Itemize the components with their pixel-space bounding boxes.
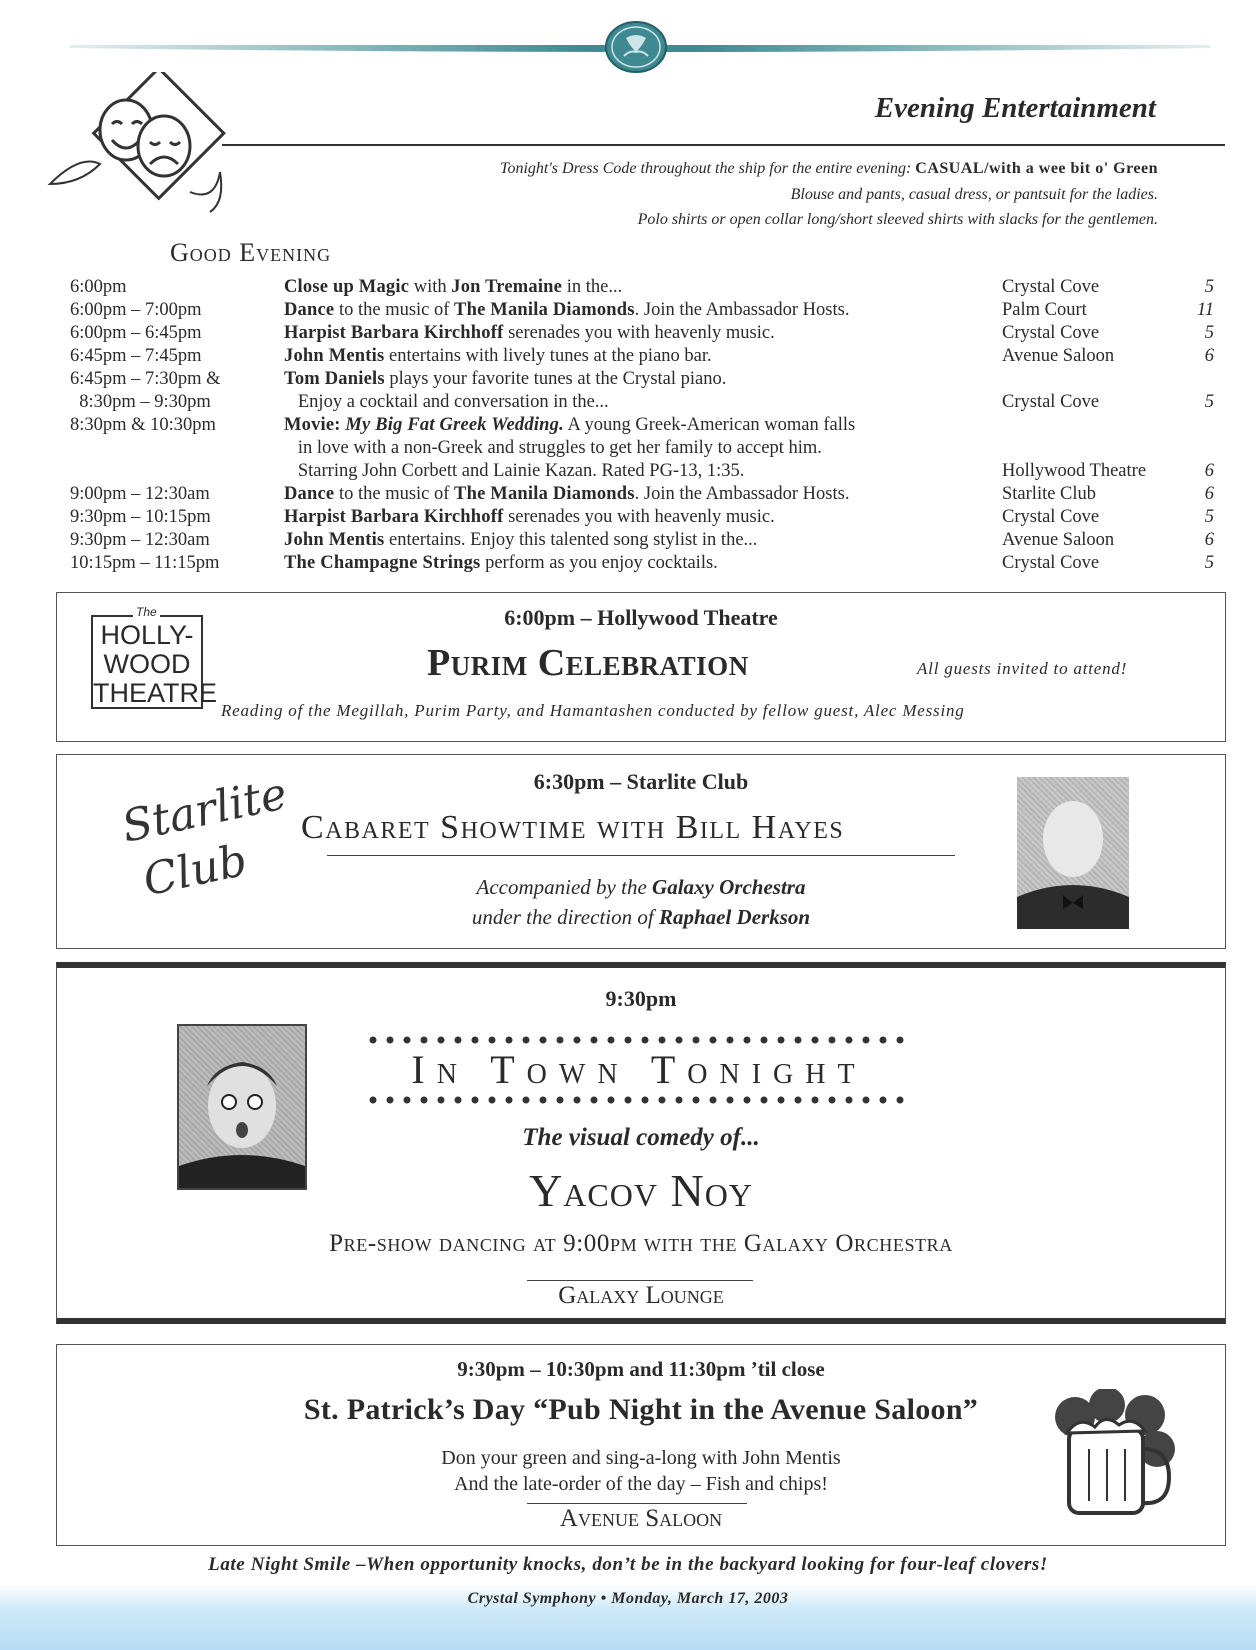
schedule-deck: 11 [1196,300,1214,320]
schedule-deck: 5 [1204,323,1214,343]
schedule-description [284,552,718,575]
pub-night-box [56,1344,1226,1546]
schedule-text: entertains. Enjoy this talented song stylist in the... [384,530,758,550]
schedule-time: 9:30pm – 12:30am [70,530,210,550]
schedule-row [70,552,1220,575]
schedule-highlight: Harpist Barbara Kirchhoff [284,323,504,343]
schedule-time: 9:30pm – 10:15pm [70,507,211,527]
schedule-highlight: John Mentis [284,530,385,550]
schedule-time: 6:00pm [70,277,127,297]
schedule-row [70,391,1220,414]
schedule-text: to the music of [334,300,455,320]
dress-code-value: CASUAL/with a wee bit o' Green [915,160,1158,177]
schedule-deck: 6 [1204,484,1214,504]
intown-venue: Galaxy Lounge [558,1282,724,1309]
schedule-time: 9:00pm – 12:30am [70,484,210,504]
schedule-text: perform as you enjoy cocktails. [480,553,718,573]
schedule-venue: Crystal Cove [1002,392,1100,412]
title-divider [222,144,1225,146]
hollywood-logo-line: THEATRE [93,678,218,708]
hollywood-logo-small: The [133,605,160,619]
schedule-highlight: The Champagne Strings [284,553,481,573]
schedule-venue: Crystal Cove [1002,553,1100,573]
purim-note: All guests invited to attend! [917,659,1128,678]
schedule-text: in love with a non-Greek and struggles to get her family to accept him. [284,438,822,458]
beer-mug-clover-icon [1045,1389,1185,1519]
pub-time: 9:30pm – 10:30pm and 11:30pm ’til close [457,1357,825,1381]
schedule-time: 6:00pm – 7:00pm [70,300,202,320]
schedule-venue: Avenue Saloon [1002,530,1115,550]
schedule-highlight: Harpist Barbara Kirchhoff [284,507,504,527]
dress-gentlemen: Polo shirts or open collar long/short sleeved shirts with slacks for the gentlemen. [637,211,1158,228]
schedule-text: entertains with lively tunes at the piano bar. [384,346,712,366]
schedule-deck: 6 [1204,530,1214,550]
schedule-description [284,437,822,460]
cabaret-time-venue: 6:30pm – Starlite Club [533,769,749,794]
dress-code-line [500,160,1158,178]
schedule-row [70,506,1220,529]
greeting-heading: Good Evening [170,238,332,267]
schedule-text: to the music of [334,484,455,504]
pub-line2: And the late-order of the day – Fish and chips! [454,1473,828,1495]
schedule-highlight: John Mentis [284,346,385,366]
schedule-text: Starring John Corbett and Lainie Kazan. Rated PG-13, 1:35. [284,461,745,481]
intown-time: 9:30pm [605,986,677,1011]
schedule-highlight: Tom Daniels [284,369,385,389]
schedule-deck: 5 [1204,553,1214,573]
schedule-description [284,483,849,506]
saloon-divider [527,1503,747,1504]
hollywood-logo-line: HOLLY- [100,620,194,650]
cabaret-director: Raphael Derkson [658,905,811,929]
cabaret-divider [327,855,955,856]
schedule-text: plays your favorite tunes at the Crystal piano. [384,369,727,389]
schedule-row [70,414,1220,437]
theatre-masks-icon [40,72,240,220]
schedule-description [284,368,726,391]
schedule-venue: Palm Court [1002,300,1087,320]
schedule-text: serenades you with heavenly music. [503,323,775,343]
schedule-deck: 6 [1204,346,1214,366]
schedule-deck: 5 [1204,507,1214,527]
schedule-row [70,368,1220,391]
schedule-description [284,345,712,368]
schedule-time: 6:45pm – 7:45pm [70,346,202,366]
schedule-description [284,276,622,299]
schedule-highlight: Close up Magic [284,277,410,297]
schedule-description [284,299,849,322]
schedule-venue: Crystal Cove [1002,507,1100,527]
schedule-time: 10:15pm – 11:15pm [70,553,220,573]
intown-subtitle: The visual comedy of... [522,1124,760,1151]
crest-emblem-icon [604,20,668,74]
schedule-text: Enjoy a cocktail and conversation in the... [284,392,609,412]
schedule-list [70,276,1220,575]
schedule-venue: Avenue Saloon [1002,346,1115,366]
intown-title: In Town Tonight [411,1047,867,1092]
dress-ladies: Blouse and pants, casual dress, or pantsuit for the ladies. [790,186,1158,203]
pub-venue: Avenue Saloon [559,1505,723,1532]
galaxy-divider [527,1280,753,1281]
schedule-time: 8:30pm – 9:30pm [70,392,211,412]
pub-line1: Don your green and sing-a-long with John Mentis [441,1447,841,1469]
schedule-text: serenades you with heavenly music. [503,507,775,527]
portrait-icon [1017,777,1129,929]
schedule-description [284,391,609,414]
cabaret-line2-text: under the direction of [471,905,659,929]
schedule-row [70,460,1220,483]
schedule-time: 8:30pm & 10:30pm [70,415,216,435]
schedule-row [70,437,1220,460]
schedule-highlight: Dance [284,484,335,504]
schedule-venue: Starlite Club [1002,484,1097,504]
schedule-text-rest: . Join the Ambassador Hosts. [634,300,850,320]
schedule-highlight: Dance [284,300,335,320]
starlite-logo-line1: Starlite [117,768,292,853]
intown-performer: Yacov Noy [529,1165,753,1216]
late-night-smile: Late Night Smile –When opportunity knocks, don’t be in the backyard looking for four-leaf clovers! [208,1554,1048,1575]
purim-title: Purim Celebration [427,642,749,684]
bill-hayes-photo [1017,777,1129,929]
schedule-venue: Hollywood Theatre [1002,461,1147,481]
schedule-row [70,529,1220,552]
dotted-rule-top [369,1034,909,1046]
schedule-text: with [409,277,452,297]
schedule-description [284,506,775,529]
intown-box [56,962,1226,1324]
schedule-row [70,483,1220,506]
purim-box [56,592,1226,742]
schedule-highlight: Movie: [284,415,341,435]
schedule-highlight-2: My Big Fat Greek Wedding. [345,415,564,435]
schedule-venue: Crystal Cove [1002,277,1100,297]
schedule-text-rest: . Join the Ambassador Hosts. [634,484,850,504]
schedule-description [284,529,757,552]
dotted-rule-bottom [369,1094,909,1106]
schedule-deck: 5 [1204,277,1214,297]
schedule-row [70,299,1220,322]
page-title: Evening Entertainment [874,92,1156,124]
dress-code-lead: Tonight's Dress Code throughout the ship for the entire evening: [500,160,912,177]
starlite-logo-line2: Club [138,834,252,907]
purim-time-venue: 6:00pm – Hollywood Theatre [504,605,778,630]
schedule-row [70,322,1220,345]
schedule-deck: 6 [1204,461,1214,481]
schedule-time: 6:45pm – 7:30pm & [70,369,221,389]
cabaret-line1-text: Accompanied by the [476,875,653,899]
pub-title: St. Patrick’s Day “Pub Night in the Avenue Saloon” [303,1393,979,1426]
schedule-description [284,322,775,345]
schedule-text-rest: in the... [562,277,623,297]
purim-detail: Reading of the Megillah, Purim Party, and Hamantashen conducted by fellow guest, Alec Messing [221,701,965,720]
schedule-time: 6:00pm – 6:45pm [70,323,202,343]
schedule-row [70,276,1220,299]
schedule-text-rest: A young Greek-American woman falls [563,415,856,435]
schedule-highlight-2: The Manila Diamonds [454,484,635,504]
schedule-highlight-2: The Manila Diamonds [454,300,635,320]
ship-and-date: Crystal Symphony • Monday, March 17, 2003 [467,1590,789,1607]
cabaret-box [56,754,1226,949]
schedule-deck: 5 [1204,392,1214,412]
schedule-row [70,345,1220,368]
cabaret-title: Cabaret Showtime with Bill Hayes [301,809,845,846]
schedule-highlight-2: Jon Tremaine [451,277,563,297]
cabaret-orchestra: Galaxy Orchestra [652,875,806,899]
schedule-description [284,414,855,437]
hollywood-logo-line: WOOD [103,649,191,679]
schedule-description [284,460,744,483]
schedule-venue: Crystal Cove [1002,323,1100,343]
intown-preshow: Pre-show dancing at 9:00pm with the Galaxy Orchestra [329,1230,953,1257]
